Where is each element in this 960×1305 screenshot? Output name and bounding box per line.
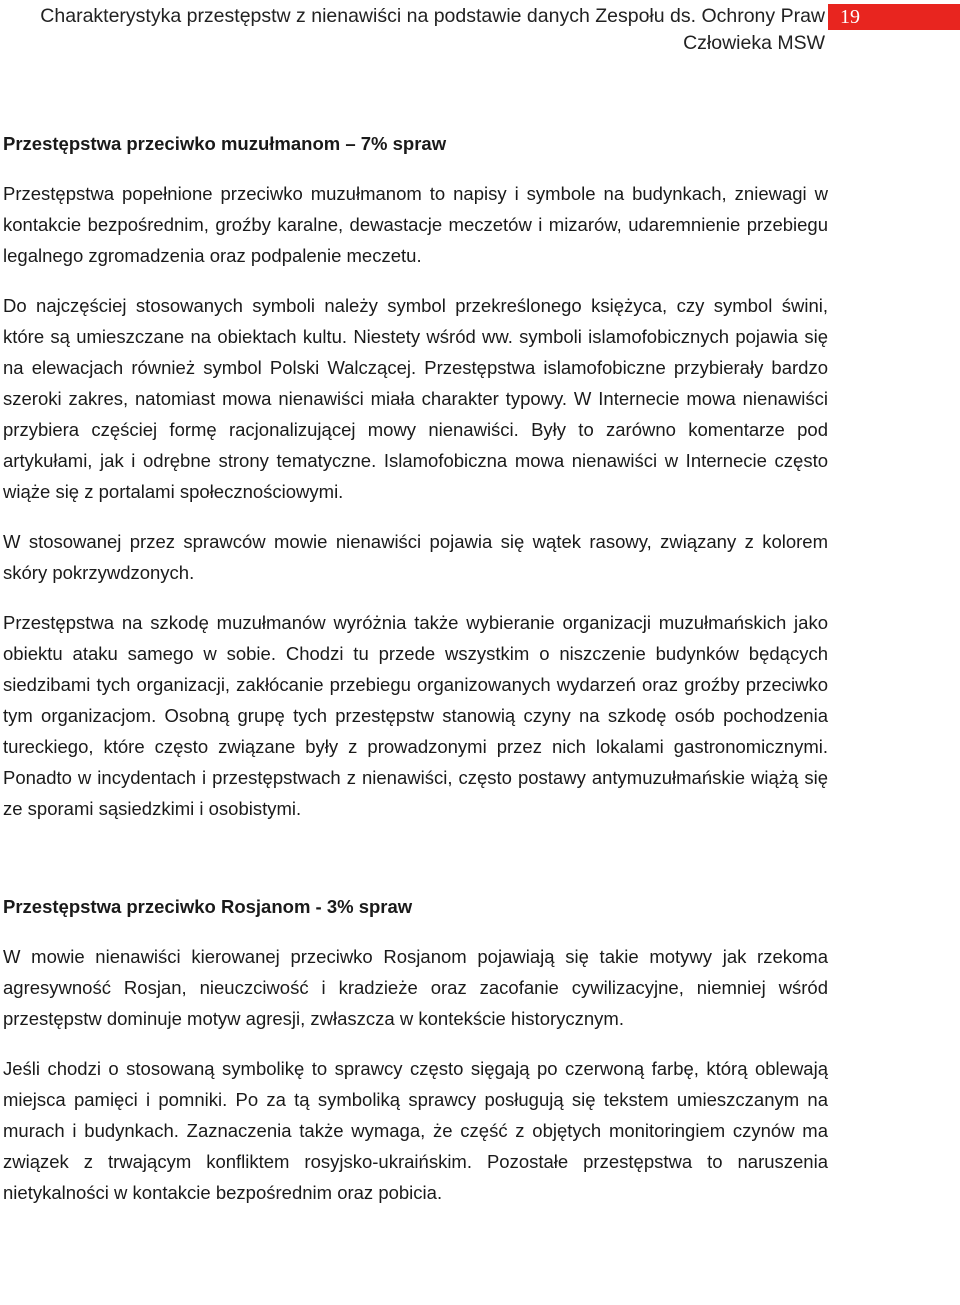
- section-heading-russians: Przestępstwa przeciwko Rosjanom - 3% spraw: [3, 896, 413, 917]
- paragraph: W mowie nienawiści kierowanej przeciwko Rosjanom pojawiają się takie motywy jak rzekoma agresywność Rosjan, nieuczciwość i kradzieże oraz zacofanie cywilizacyjne, niemniej wśród przestępstw dominuje motyw agresji, zwłaszcza w kontekście historycznym.: [3, 946, 828, 1029]
- page-number-badge: 19: [828, 4, 960, 30]
- paragraph: Do najczęściej stosowanych symboli należy symbol przekreślonego księżyca, czy symbol świni, które są umieszczane na obiektach kultu. Niestety wśród ww. symboli islamofobicznych pojawia się na elewacjach również symbol Polski Walczącej. Przestępstwa islamofobiczne przybierały bardzo szeroki zakres, natomiast mowa nienawiści miała charakter typowy. W Internecie mowa nienawiści przybiera częściej formę racjonalizującej mowy nienawiści. Były to zarówno komentarze pod artykułami, jak i odrębne strony tematyczne. Islamofobiczna mowa nienawiści w Internecie często wiąże się z portalami społecznościowymi.: [3, 295, 828, 502]
- page-content: [3, 128, 828, 1208]
- running-header: Charakterystyka przestępstw z nienawiści na podstawie danych Zespołu ds. Ochrony Praw Człowieka MSW: [40, 5, 825, 54]
- paragraph: Przestępstwa popełnione przeciwko muzułmanom to napisy i symbole na budynkach, zniewagi w kontakcie bezpośrednim, groźby karalne, dewastacje meczetów i mizarów, udaremnienie przebiegu legalnego zgromadzenia oraz podpalenie meczetu.: [3, 183, 828, 266]
- section-heading-muslims: Przestępstwa przeciwko muzułmanom – 7% spraw: [3, 133, 447, 154]
- paragraph: Przestępstwa na szkodę muzułmanów wyróżnia także wybieranie organizacji muzułmańskich jako obiektu ataku samego w sobie. Chodzi tu przede wszystkim o niszczenie budynków będących siedzibami tych organizacji, zakłócanie przebiegu organizowanych wydarzeń oraz groźby przeciwko tym organizacjom. Osobną grupę tych przestępstw stanowią czyny na szkodę osób pochodzenia tureckiego, które często związane były z prowadzonymi przez nich lokalami gastronomicznymi. Ponadto w incydentach i przestępstwach z nienawiści, często postawy antymuzułmańskie wiążą się ze sporami sąsiedzkimi i osobistymi.: [3, 612, 828, 819]
- paragraph: Jeśli chodzi o stosowaną symbolikę to sprawcy często sięgają po czerwoną farbę, którą oblewają miejsca pamięci i pomniki. Po za tą symboliką sprawcy posługują się tekstem umieszczanym na murach i budynkach. Zaznaczenia także wymaga, że część z objętych monitoringiem czynów ma związek z trwającym konfliktem rosyjsko-ukraińskim. Pozostałe przestępstwa to naruszenia nietykalności w kontakcie bezpośrednim oraz pobicia.: [3, 1058, 828, 1203]
- paragraph: W stosowanej przez sprawców mowie nienawiści pojawia się wątek rasowy, związany z kolorem skóry pokrzywdzonych.: [3, 531, 828, 583]
